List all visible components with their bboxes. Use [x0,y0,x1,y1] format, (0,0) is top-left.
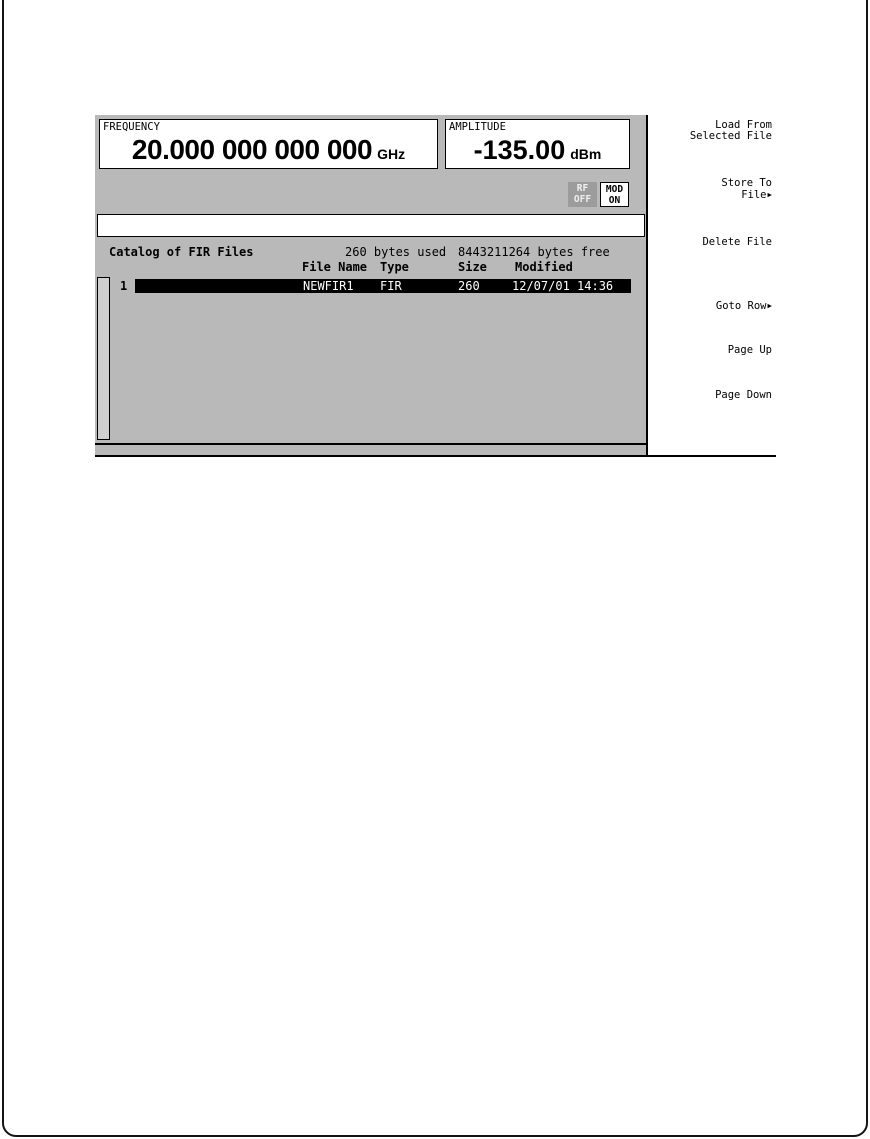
cell-file-name: NEWFIR1 [303,279,354,293]
catalog-title: Catalog of FIR Files [109,245,254,259]
amplitude-readout [445,119,630,169]
status-line-divider [95,443,646,445]
column-header-type: Type [380,260,409,274]
cell-modified: 12/07/01 14:36 [512,279,614,293]
submenu-arrow-icon: ▶ [767,190,772,199]
submenu-arrow-icon: ▶ [767,301,772,310]
column-header-modified: Modified [515,260,573,274]
rf-off-status-badge: RF OFF [568,182,597,207]
softkey-load-from-selected-file[interactable]: Load From Selected File [689,119,772,142]
softkey-page-down[interactable]: Page Down [715,389,772,401]
frequency-unit: GHz [377,146,406,162]
scrollbar [97,277,110,440]
bytes-used-text: 260 bytes used [345,245,447,259]
softkey-menu [650,115,776,455]
row-index: 1 [120,279,128,293]
cell-type: FIR [380,279,402,293]
frequency-value: 20.000 000 000 000 GHz [131,134,406,165]
column-header-file-name: File Name [302,260,368,274]
mod-on-status-badge: MOD ON [600,182,629,207]
amplitude-unit: dBm [570,146,602,162]
softkey-goto-row[interactable]: Goto Row▶ [715,300,772,312]
frequency-readout [99,119,438,169]
softkey-store-to-file[interactable]: Store To File▶ [721,177,772,201]
amplitude-value: -135.00 dBm [473,135,602,165]
lcd-display [95,115,648,455]
table-row[interactable] [95,279,646,293]
bytes-free-text: 8443211264 bytes free [458,245,610,259]
softkey-page-up[interactable]: Page Up [727,344,772,356]
amplitude-label: AMPLITUDE [449,121,506,133]
active-entry-area [97,214,645,237]
frequency-label: FREQUENCY [103,121,160,133]
instrument-display [95,115,776,457]
column-header-size: Size [458,260,487,274]
softkey-delete-file[interactable]: Delete File [702,236,772,248]
cell-size: 260 [458,279,480,293]
